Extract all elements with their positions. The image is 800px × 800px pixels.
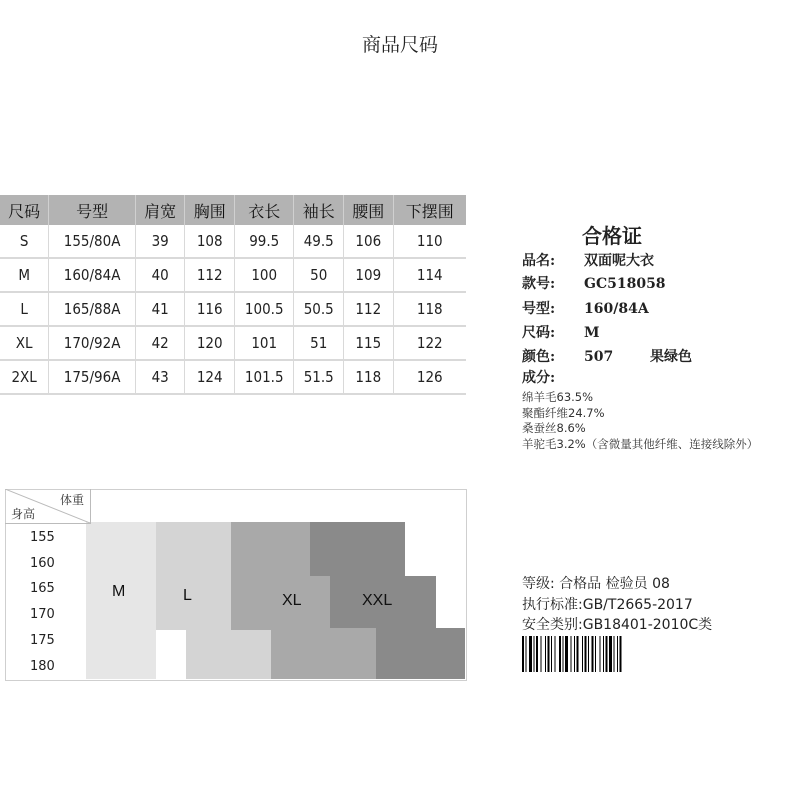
barcode-bar	[545, 636, 546, 672]
table-header-cell: 腰围	[344, 195, 394, 225]
page-title: 商品尺码	[361, 34, 438, 56]
table-row	[0, 258, 466, 292]
table-cell: 49.5	[294, 225, 344, 258]
size-label-xxl: XXL	[362, 592, 393, 609]
table-cell: 39	[135, 225, 185, 258]
composition-item: 绵羊毛63.5%	[522, 390, 594, 404]
size-zone-l-lower	[186, 630, 271, 679]
table-cell: 108	[185, 225, 235, 258]
size-label: 尺码:	[522, 325, 556, 341]
barcode-bar	[534, 636, 535, 672]
size-label-xl: XL	[282, 592, 302, 609]
size-label-l: L	[183, 587, 192, 604]
barcode-bar	[574, 636, 575, 672]
product-name-label: 品名:	[522, 253, 556, 269]
fit-type-value: 160/84A	[584, 301, 649, 317]
table-cell: 43	[135, 360, 185, 394]
composition-item: 聚酯纤维24.7%	[522, 405, 605, 420]
table-cell: 115	[344, 326, 394, 360]
weight-axis-label: 体重	[59, 493, 84, 507]
table-cell: L	[0, 292, 49, 326]
color-code: 507	[584, 349, 614, 365]
barcode-bar	[603, 636, 604, 672]
table-cell: 175/96A	[49, 360, 136, 394]
barcode-bar	[541, 636, 542, 672]
height-label: 170	[30, 607, 55, 622]
table-cell: 112	[344, 292, 394, 326]
height-label: 165	[30, 581, 55, 596]
height-label: 180	[30, 659, 55, 674]
table-header-cell: 衣长	[235, 195, 294, 225]
barcode-bar	[609, 636, 612, 672]
table-cell: 99.5	[235, 225, 294, 258]
barcode-bar	[582, 636, 583, 672]
barcode-bar	[614, 636, 615, 672]
table-cell: 116	[185, 292, 235, 326]
barcode-bar	[592, 636, 594, 672]
barcode-image	[522, 636, 706, 672]
table-cell: 112	[185, 258, 235, 292]
height-label: 160	[30, 556, 55, 571]
barcode-bar	[571, 636, 572, 672]
fit-type-label: 号型:	[522, 301, 556, 317]
style-number-row	[522, 273, 666, 293]
table-cell: 122	[393, 326, 466, 360]
table-cell: 114	[393, 258, 466, 292]
table-header-cell: 肩宽	[135, 195, 185, 225]
table-header-cell: 袖长	[294, 195, 344, 225]
table-cell: 51.5	[294, 360, 344, 394]
table-cell: 118	[344, 360, 394, 394]
table-cell: 42	[135, 326, 185, 360]
composition-list	[522, 390, 762, 452]
barcode-bar	[559, 636, 561, 672]
table-cell: 2XL	[0, 360, 49, 394]
table-cell: 100.5	[235, 292, 294, 326]
composition-item: 桑蚕丝8.6%	[522, 421, 586, 435]
table-row	[0, 360, 466, 394]
barcode-bar	[565, 636, 568, 672]
barcode-bar	[563, 636, 564, 672]
style-number-value: GC518058	[584, 276, 666, 292]
table-cell: 40	[135, 258, 185, 292]
barcode-bar	[526, 636, 527, 672]
composition-row	[522, 367, 584, 387]
barcode-bar	[529, 636, 532, 672]
height-axis-label: 身高	[11, 507, 36, 521]
barcode-bar	[595, 636, 596, 672]
table-cell: 50.5	[294, 292, 344, 326]
table-cell: M	[0, 258, 49, 292]
table-header-cell: 胸围	[185, 195, 235, 225]
size-zone-xxl-lower	[376, 628, 465, 679]
barcode-bar	[585, 636, 587, 672]
size-zone-l	[156, 522, 231, 630]
table-header-cell: 尺码	[0, 195, 49, 225]
size-label-m: M	[112, 583, 126, 600]
table-cell: 170/92A	[49, 326, 136, 360]
barcode-bar	[555, 636, 556, 672]
table-cell: 120	[185, 326, 235, 360]
barcode-bar	[620, 636, 622, 672]
table-cell: 110	[393, 225, 466, 258]
table-cell: 126	[393, 360, 466, 394]
size-table	[0, 195, 466, 395]
table-row	[0, 292, 466, 326]
color-row	[522, 346, 692, 366]
chart-corner-header	[5, 489, 91, 524]
table-cell: 160/84A	[49, 258, 136, 292]
table-cell: 118	[393, 292, 466, 326]
table-row	[0, 326, 466, 360]
composition-item: 羊驼毛3.2%（含微量其他纤维、连接线除外）	[522, 436, 759, 451]
table-row	[0, 225, 466, 258]
size-zone-xxl-upper	[310, 522, 405, 576]
safety-category-line: 安全类别:GB18401-2010C类	[522, 617, 713, 633]
table-cell: 155/80A	[49, 225, 136, 258]
barcode-bar	[577, 636, 579, 672]
barcode-bar	[551, 636, 552, 672]
barcode-bar	[617, 636, 618, 672]
product-name-row	[522, 250, 654, 270]
grade-inspector-line: 等级: 合格品 检验员 08	[522, 576, 670, 592]
table-cell: 50	[294, 258, 344, 292]
fit-type-row	[522, 298, 649, 318]
size-value: M	[584, 325, 600, 341]
barcode-bar	[536, 636, 538, 672]
barcode-bar	[522, 636, 524, 672]
barcode-bar	[600, 636, 601, 672]
table-cell: 51	[294, 326, 344, 360]
table-cell: 165/88A	[49, 292, 136, 326]
height-label: 155	[30, 530, 55, 545]
table-header-cell: 下摆围	[393, 195, 466, 225]
size-row	[522, 322, 600, 342]
table-cell: 100	[235, 258, 294, 292]
table-cell: S	[0, 225, 49, 258]
table-cell: 101	[235, 326, 294, 360]
color-name: 果绿色	[650, 349, 692, 365]
certificate-title: 合格证	[582, 224, 642, 248]
table-cell: 106	[344, 225, 394, 258]
height-label: 175	[30, 633, 55, 648]
product-name-value: 双面呢大衣	[584, 253, 654, 269]
standard-line: 执行标准:GB/T2665-2017	[522, 597, 693, 613]
barcode-bar	[606, 636, 608, 672]
color-label: 颜色:	[522, 349, 556, 365]
table-cell: 101.5	[235, 360, 294, 394]
composition-label: 成分:	[522, 370, 556, 386]
barcode-bar	[548, 636, 550, 672]
size-table-header-row	[0, 195, 466, 225]
table-cell: 109	[344, 258, 394, 292]
barcode-bar	[588, 636, 589, 672]
table-cell: XL	[0, 326, 49, 360]
table-cell: 124	[185, 360, 235, 394]
style-number-label: 款号:	[522, 276, 556, 292]
table-header-cell: 号型	[49, 195, 136, 225]
table-cell: 41	[135, 292, 185, 326]
